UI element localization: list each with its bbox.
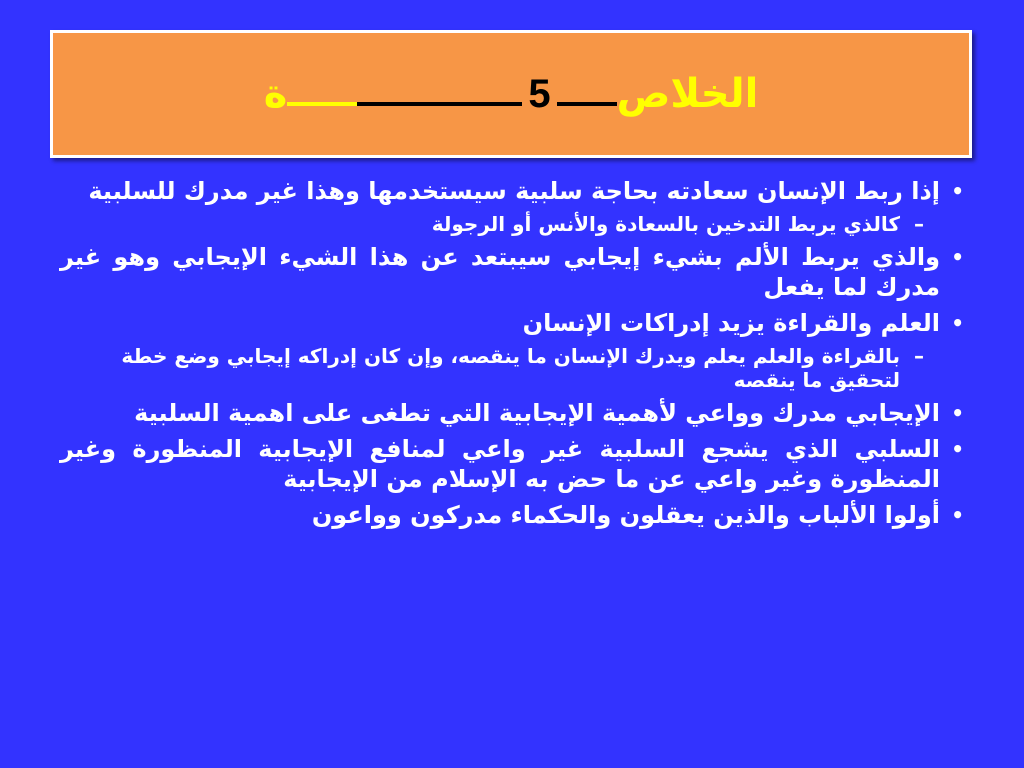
bullet-icon: •: [951, 245, 964, 269]
list-item: [60, 434, 964, 494]
list-item: [60, 176, 964, 206]
sub-list-item: [60, 212, 964, 236]
sub-list-item: [60, 344, 964, 392]
list-item-text: الإيجابي مدرك وواعي لأهمية الإيجابية التي تطغى على اهمية السلبية: [134, 399, 940, 427]
bullet-icon: •: [951, 401, 964, 425]
title-line-1: [557, 102, 617, 106]
title-line-3: [287, 102, 357, 106]
bullet-icon: •: [951, 311, 964, 335]
slide-content: [60, 176, 964, 536]
list-item: [60, 500, 964, 530]
dash-icon: –: [914, 212, 924, 236]
sub-list-item-text: بالقراءة والعلم يعلم ويدرك الإنسان ما ينقصه، وإن كان إدراكه إيجابي وضع خطة لتحقيق ما ينقصه: [121, 344, 900, 392]
list-item-text: أولوا الألباب والذين يعقلون والحكماء مدركون وواعون: [311, 501, 940, 529]
list-item: [60, 308, 964, 338]
title-number: 5: [528, 72, 551, 116]
title-word-start: الخلاص: [616, 71, 759, 117]
list-item-text: السلبي الذي يشجع السلبية غير واعي لمنافع الإيجابية المنظورة وغير المنظورة وغير واعي عن ما حض به الإسلام من الإيجابية: [60, 435, 940, 493]
title-box: [50, 30, 972, 158]
list-item: [60, 242, 964, 302]
list-item-text: العلم والقراءة يزيد إدراكات الإنسان: [522, 309, 940, 337]
slide-title: [263, 71, 759, 117]
dash-icon: –: [914, 344, 924, 368]
sub-list-item-text: كالذي يربط التدخين بالسعادة والأنس أو الرجولة: [431, 212, 900, 236]
bullet-icon: •: [951, 179, 964, 203]
list-item-text: إذا ربط الإنسان سعادته بحاجة سلبية سيستخدمها وهذا غير مدرك للسلبية: [88, 177, 940, 205]
bullet-icon: •: [951, 437, 964, 461]
list-item-text: والذي يربط الألم بشيء إيجابي سيبتعد عن هذا الشيء الإيجابي وهو غير مدرك لما يفعل: [60, 243, 940, 301]
title-line-2: [357, 102, 522, 106]
bullet-list: [60, 176, 964, 530]
list-item: [60, 398, 964, 428]
bullet-icon: •: [951, 503, 964, 527]
title-word-tail: ة: [263, 71, 288, 117]
